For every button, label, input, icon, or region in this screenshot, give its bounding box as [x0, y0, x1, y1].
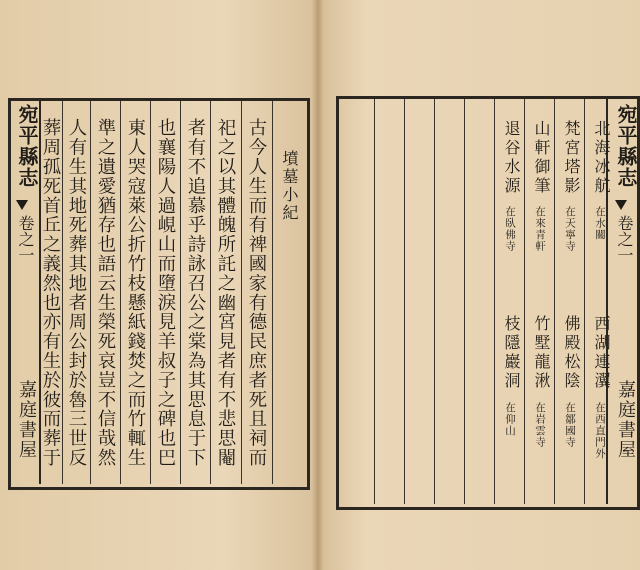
text-column: 古今人生而有禆國家有德民庶者死且祠而: [246, 118, 267, 468]
entry-note: 在仰山: [504, 402, 516, 437]
entry-note: 在天寧寺: [564, 206, 576, 252]
entry-note: 在臥佛寺: [504, 206, 516, 252]
text-column: 準之遺愛猶存也語云生榮死哀豈不信哉然: [95, 118, 116, 468]
entry-name: 竹墅龍湫: [532, 315, 551, 391]
text-column: 人有生其地死葬其地者周公封於魯三世反: [66, 118, 87, 468]
entry-note: 在岩雲寺: [534, 402, 546, 448]
entry-name: 西湖連瀷: [592, 315, 611, 391]
text-column: 東人哭寇萊公折竹枝懸紙錢焚之而竹輒生: [125, 118, 146, 468]
entry-note: 在西直門外: [594, 402, 606, 460]
entry-name: 退谷水源: [502, 120, 521, 196]
right-ear-publisher: 嘉庭書屋: [615, 380, 636, 460]
entry-note: 在鄒國寺: [564, 402, 576, 448]
text-column: 葬周孤死首丘之義然也亦有生於彼而葬于: [40, 118, 61, 468]
text-column: 祀之以其體魄所託之幽宮見者有不悲思閹: [215, 118, 236, 468]
entry-note: 在來青軒: [534, 206, 546, 252]
text-column: 也襄陽人過峴山而墮淚見羊叔子之碑也巴: [155, 118, 176, 468]
entry-name: 梵宮塔影: [562, 120, 581, 196]
entry-name: 佛殿松陰: [562, 315, 581, 391]
book-gutter: [312, 0, 324, 570]
left-ear-volume: 卷之一: [16, 215, 35, 263]
entry-name: 北海冰航: [592, 120, 611, 196]
entry-note: 在水關: [594, 206, 606, 241]
right-ear-volume: 卷之一: [615, 215, 634, 263]
text-column: 者有不追慕乎詩詠召公之棠為其思息于下: [185, 118, 206, 468]
entry-name: 枝隱巖洞: [502, 315, 521, 391]
section-heading: 墳墓小紀: [280, 150, 299, 222]
left-ear-publisher: 嘉庭書屋: [16, 380, 37, 460]
entry-name: 山軒御筆: [532, 120, 551, 196]
left-ear-title: 宛平縣志: [15, 104, 39, 188]
right-ear-title: 宛平縣志: [614, 104, 638, 188]
